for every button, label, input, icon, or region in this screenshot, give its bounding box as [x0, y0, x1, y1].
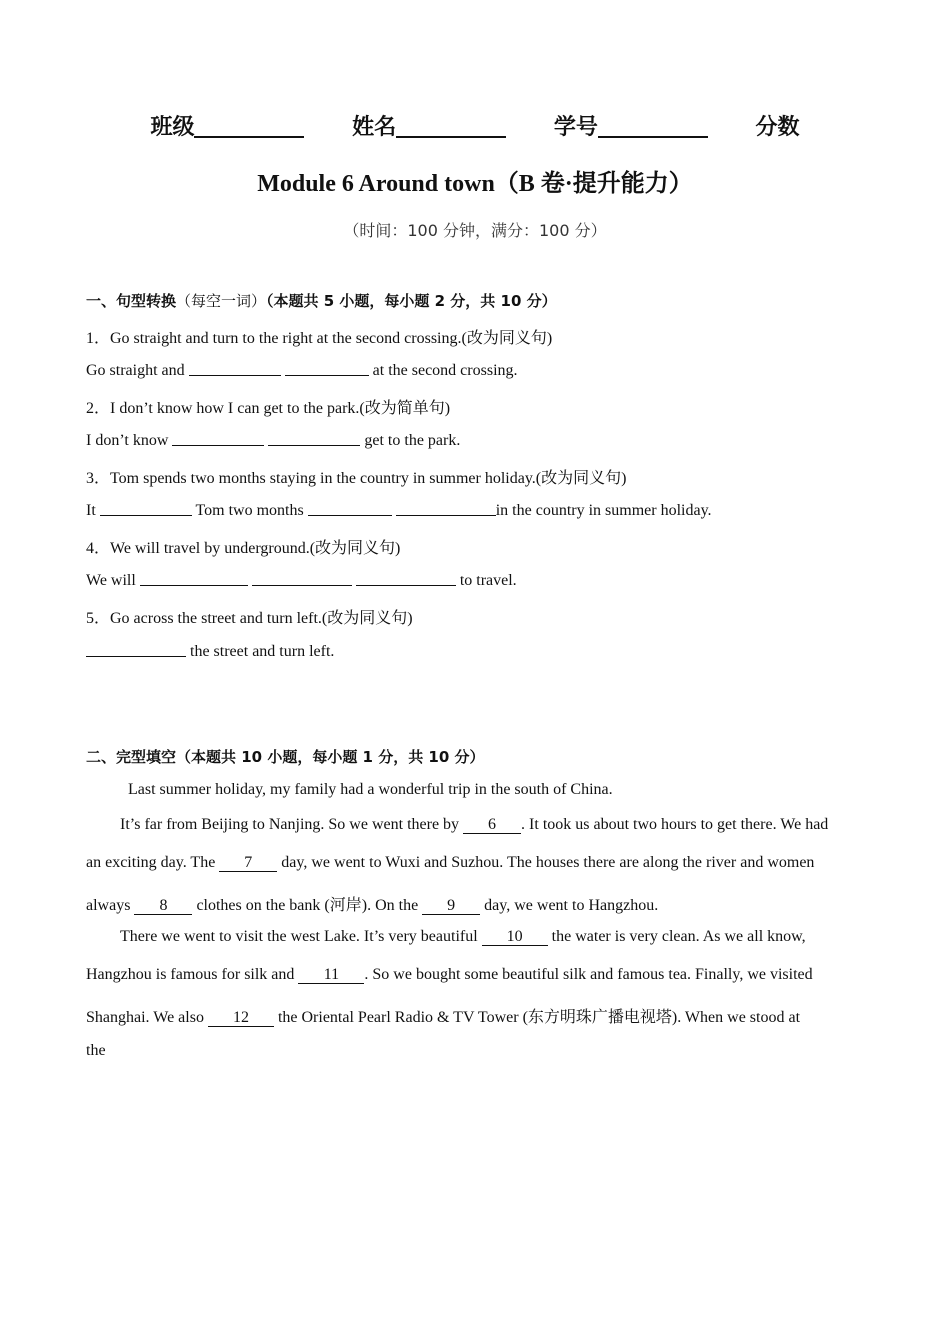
passage-line: There we went to visit the west Lake. It’s very beautiful 10 the water is very clean. As we all know,	[120, 928, 806, 945]
page-title: Module 6 Around town（B 卷·提升能力）	[257, 171, 693, 197]
cloze-blank: 12	[208, 1009, 274, 1027]
question-1: 1．Go straight and turn to the right at the second crossing.(改为同义句)	[86, 330, 553, 347]
id-blank	[598, 114, 708, 138]
cloze-blank: 6	[463, 816, 521, 834]
answer-blank	[308, 500, 392, 516]
question-3: 3．Tom spends two months staying in the country in summer holiday.(改为同义句)	[86, 470, 627, 487]
cloze-blank: 7	[219, 854, 277, 872]
passage-line: Shanghai. We also 12 the Oriental Pearl Radio & TV Tower (东方明珠广播电视塔). When we stood at	[86, 1009, 801, 1026]
score-field: 分数	[755, 115, 800, 140]
name-field: 姓名	[352, 110, 506, 141]
answer-blank	[189, 360, 281, 376]
question-2: 2．I don’t know how I can get to the park.(改为简单句)	[86, 400, 451, 417]
name-blank	[396, 114, 506, 138]
student-id-field: 学号	[554, 110, 708, 141]
info-header	[0, 110, 950, 141]
answer-1: Go straight and at the second crossing.	[86, 362, 518, 379]
answer-blank	[268, 430, 360, 446]
passage-line: always 8 clothes on the bank (河岸). On the 9 day, we went to Hangzhou.	[86, 897, 659, 914]
answer-blank	[140, 570, 248, 586]
answer-blank	[252, 570, 352, 586]
cloze-blank: 8	[134, 897, 192, 915]
answer-blank	[285, 360, 369, 376]
answer-blank	[172, 430, 264, 446]
passage-line: the	[86, 1042, 106, 1059]
section2-heading: 二、完型填空（本题共 10 小题，每小题 1 分，共 10 分）	[86, 748, 485, 766]
passage-line: It’s far from Beijing to Nanjing. So we went there by 6 . It took us about two hours to get there. We had	[120, 816, 829, 833]
passage-line: Last summer holiday, my family had a wonderful trip in the south of China.	[128, 781, 613, 798]
question-5: 5．Go across the street and turn left.(改为同义句)	[86, 610, 413, 627]
answer-4: We will to travel.	[86, 572, 517, 589]
answer-blank	[396, 500, 496, 516]
answer-2: I don’t know get to the park.	[86, 432, 461, 449]
cloze-blank: 11	[298, 966, 364, 984]
exam-info: （时间：100 分钟，满分：100 分）	[343, 221, 607, 240]
class-field: 班级	[150, 110, 304, 141]
answer-blank	[356, 570, 456, 586]
cloze-blank: 10	[482, 928, 548, 946]
question-4: 4．We will travel by underground.(改为同义句)	[86, 540, 401, 557]
passage-line: Hangzhou is famous for silk and 11 . So we bought some beautiful silk and famous tea. Finally, we visited	[86, 966, 813, 983]
answer-blank	[100, 500, 192, 516]
answer-blank	[86, 641, 186, 657]
section1-heading: 一、句型转换（每空一词）（本题共 5 小题，每小题 2 分，共 10 分）	[86, 292, 557, 310]
passage-line: an exciting day. The 7 day, we went to Wuxi and Suzhou. The houses there are along the river and women	[86, 854, 815, 871]
class-blank	[194, 114, 304, 138]
answer-5: the street and turn left.	[86, 641, 334, 661]
answer-3: It Tom two months in the country in summer holiday.	[86, 502, 712, 519]
cloze-blank: 9	[422, 897, 480, 915]
